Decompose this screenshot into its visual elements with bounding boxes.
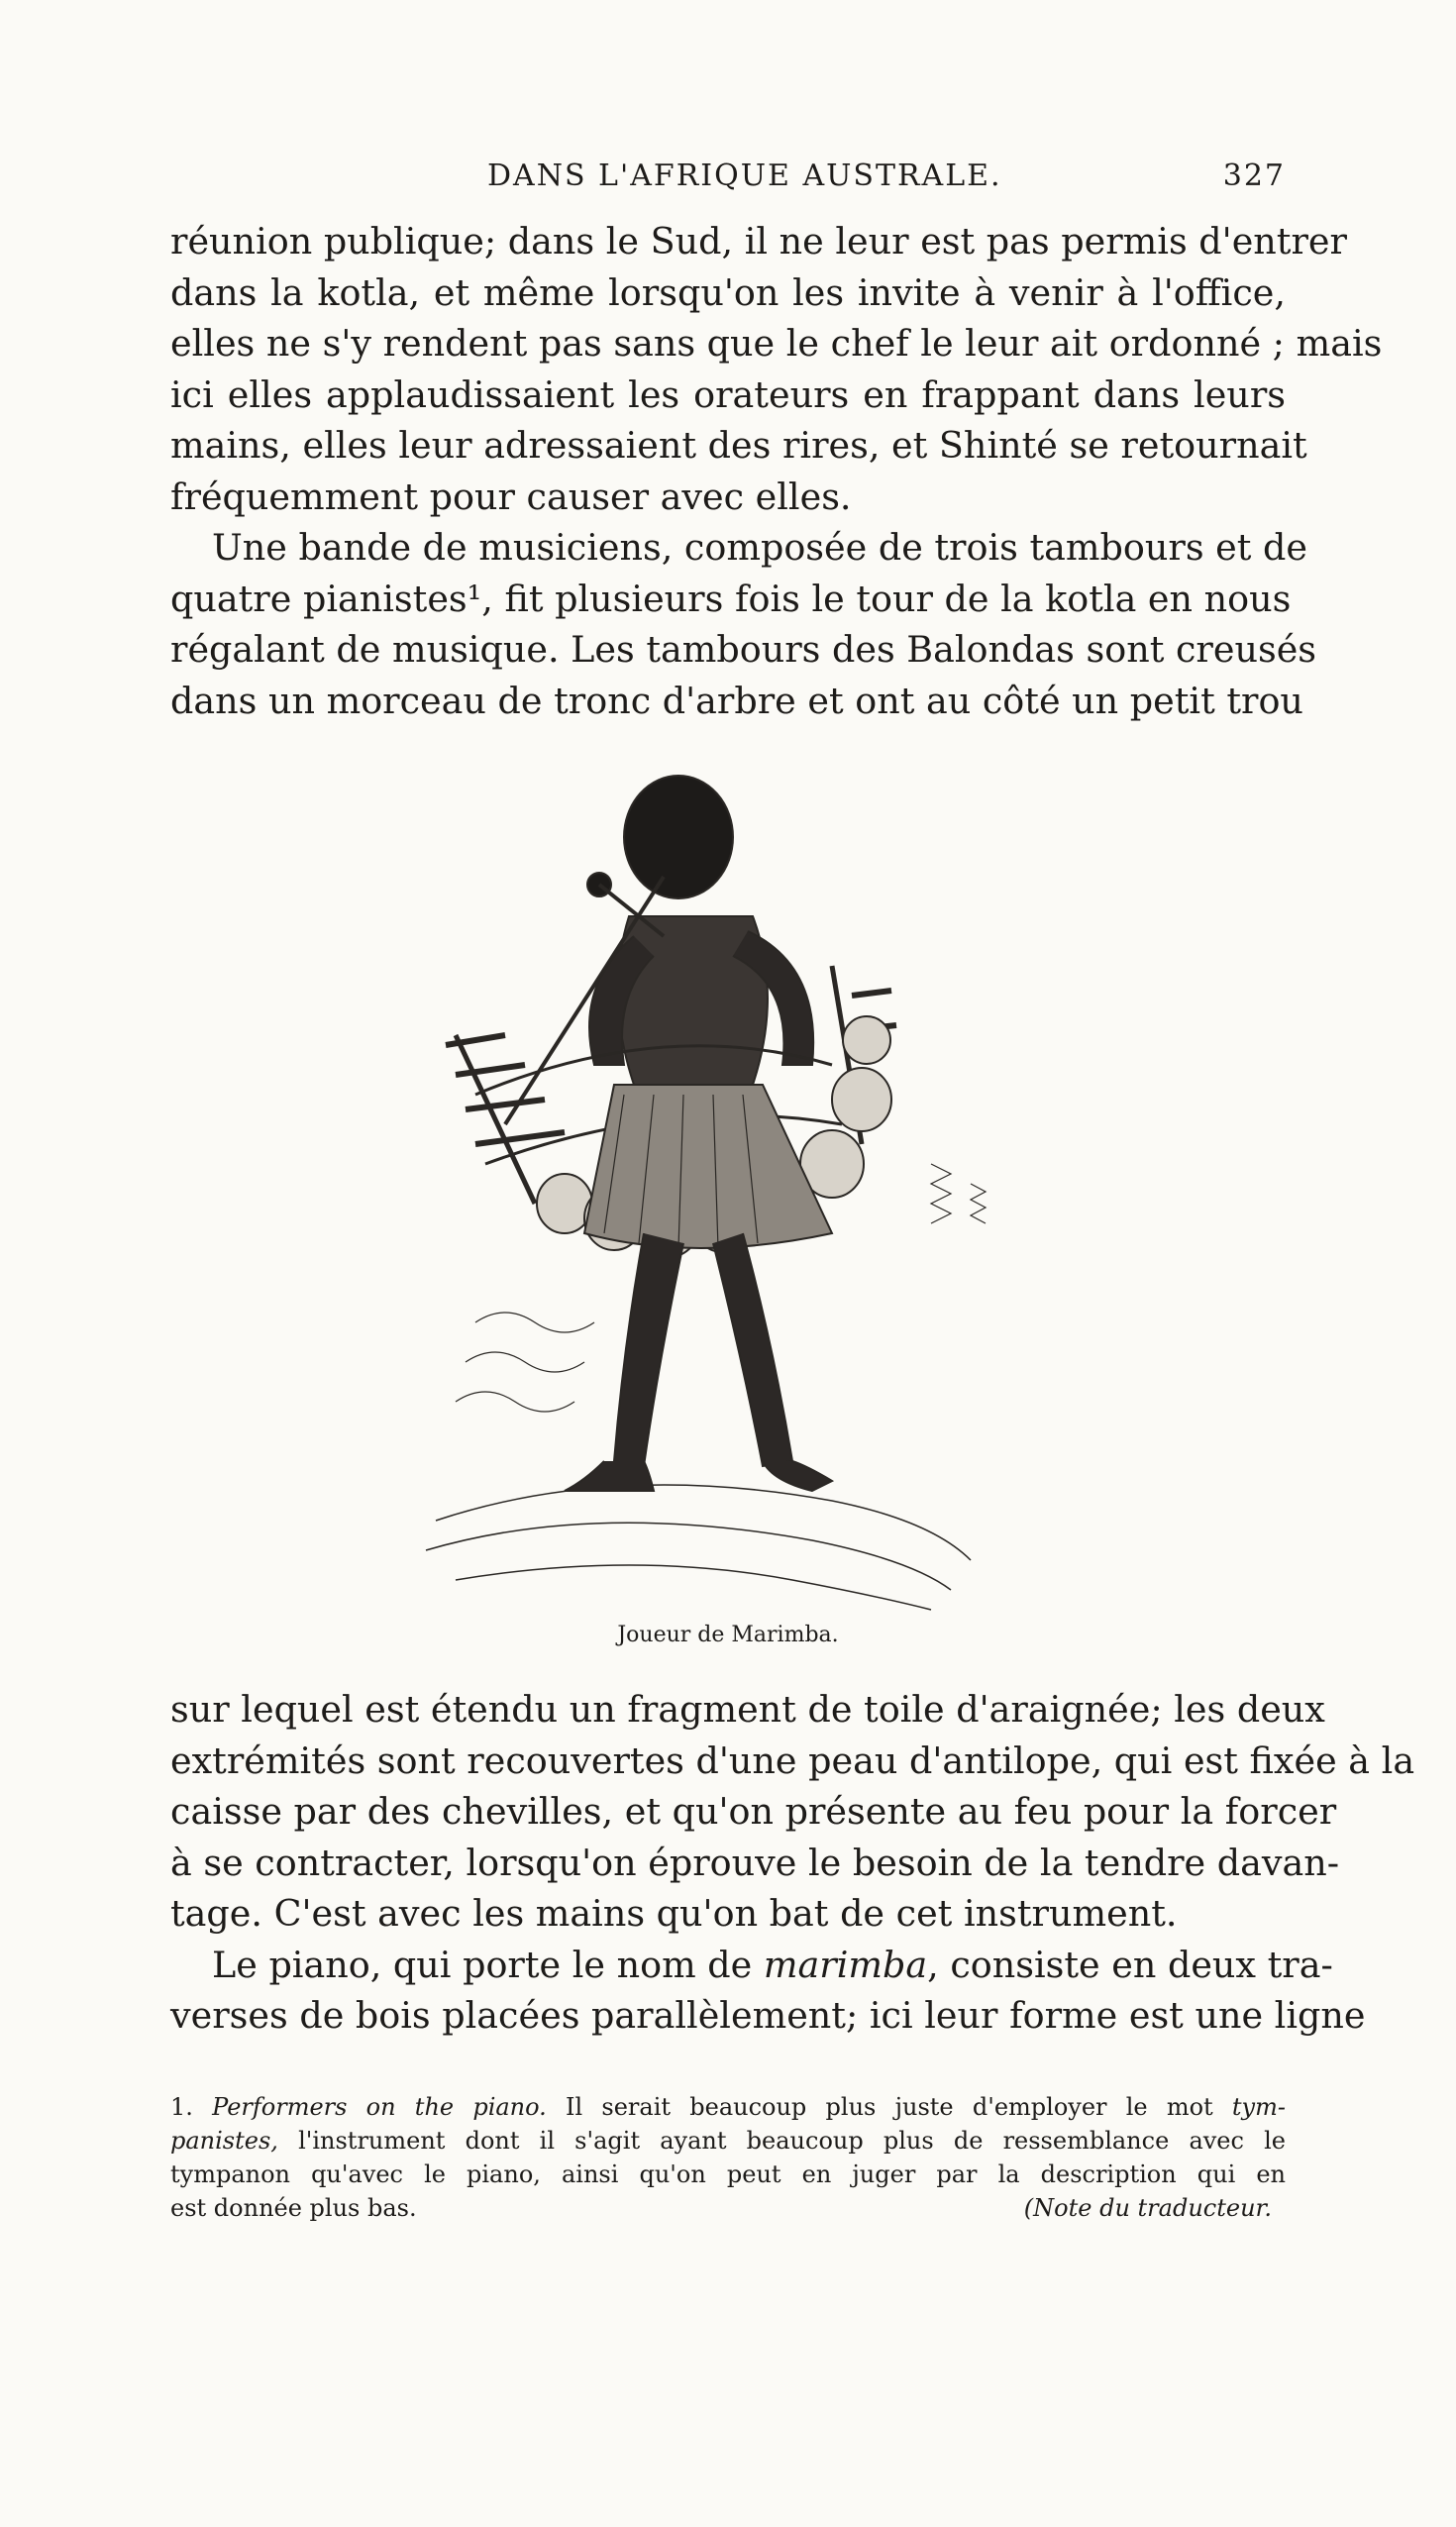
- paragraph-line: quatre pianistes¹, fit plusieurs fois le tour de la kotla en nous: [170, 577, 1292, 620]
- running-header: [170, 158, 1286, 202]
- text-run: Le piano, qui porte le nom de: [212, 1943, 764, 1986]
- footnote-line: [170, 2090, 1286, 2124]
- text-run: Il serait beaucoup plus juste d'employer le mot: [546, 2093, 1213, 2121]
- body-text-top: [170, 216, 1383, 726]
- text-run: est donnée plus bas.: [170, 2194, 417, 2222]
- engraving-image: [416, 768, 1020, 1620]
- paragraph-line: sur lequel est étendu un fragment de toile d'araignée; les deux: [170, 1688, 1325, 1731]
- footnote: [170, 2090, 1286, 2225]
- page-number: 327: [1222, 158, 1286, 193]
- marimba-player-illustration: [416, 768, 1020, 1620]
- footnote-line: [170, 2124, 1286, 2158]
- paragraph-line: verses de bois placées parallèlement; ici leur forme est une ligne: [170, 1994, 1366, 2037]
- paragraph-line: elles ne s'y rendent pas sans que le chef le leur ait ordonné ; mais: [170, 322, 1383, 365]
- paragraph-line: ici elles applaudissaient les orateurs en frappant dans leurs: [170, 372, 1286, 416]
- paragraph-line: réunion publique; dans le Sud, il ne leur est pas permis d'entrer: [170, 220, 1347, 263]
- footnote-line: tympanon qu'avec le piano, ainsi qu'on peut en juger par la description qui en: [170, 2160, 1286, 2188]
- paragraph-line: tage. C'est avec les mains qu'on bat de cet instrument.: [170, 1892, 1178, 1935]
- footnote-italic-end: tym-: [1212, 2093, 1286, 2121]
- paragraph-line: dans un morceau de tronc d'arbre et ont au côté un petit trou: [170, 679, 1303, 722]
- body-text-bottom: [170, 1684, 1415, 2042]
- footnote-line: [170, 2191, 1286, 2225]
- italic-term: marimba: [763, 1943, 928, 1986]
- paragraph-line: [170, 1940, 1333, 1991]
- text-run: l'instrument dont il s'agit ayant beaucoup plus de ressemblance avec le: [277, 2127, 1286, 2155]
- paragraph-line: fréquemment pour causer avec elles.: [170, 474, 852, 518]
- paragraph-line: régalant de musique. Les tambours des Balondas sont creusés: [170, 628, 1317, 671]
- translator-note: (Note du traducteur.: [1023, 2194, 1272, 2222]
- paragraph-line: à se contracter, lorsqu'on éprouve le besoin de la tendre davan-: [170, 1841, 1340, 1884]
- footnote-number: 1.: [170, 2093, 193, 2121]
- footnote-italic-lead: Performers on the piano.: [212, 2093, 547, 2121]
- paragraph-line: mains, elles leur adressaient des rires, et Shinté se retournait: [170, 424, 1307, 467]
- header-title: DANS L'AFRIQUE AUSTRALE.: [487, 158, 1002, 193]
- paragraph-line: caisse par des chevilles, et qu'on présente au feu pour la forcer: [170, 1790, 1337, 1833]
- paragraph-line: extrémités sont recouvertes d'une peau d'antilope, qui est fixée à la: [170, 1738, 1415, 1782]
- footnote-italic-start: panistes,: [170, 2127, 278, 2155]
- paragraph-line: Une bande de musiciens, composée de trois tambours et de: [212, 526, 1307, 569]
- figure-caption: Joueur de Marimba.: [617, 1623, 839, 1647]
- paragraph-line: dans la kotla, et même lorsqu'on les invite à venir à l'office,: [170, 270, 1286, 314]
- text-run: , consiste en deux tra-: [927, 1943, 1333, 1986]
